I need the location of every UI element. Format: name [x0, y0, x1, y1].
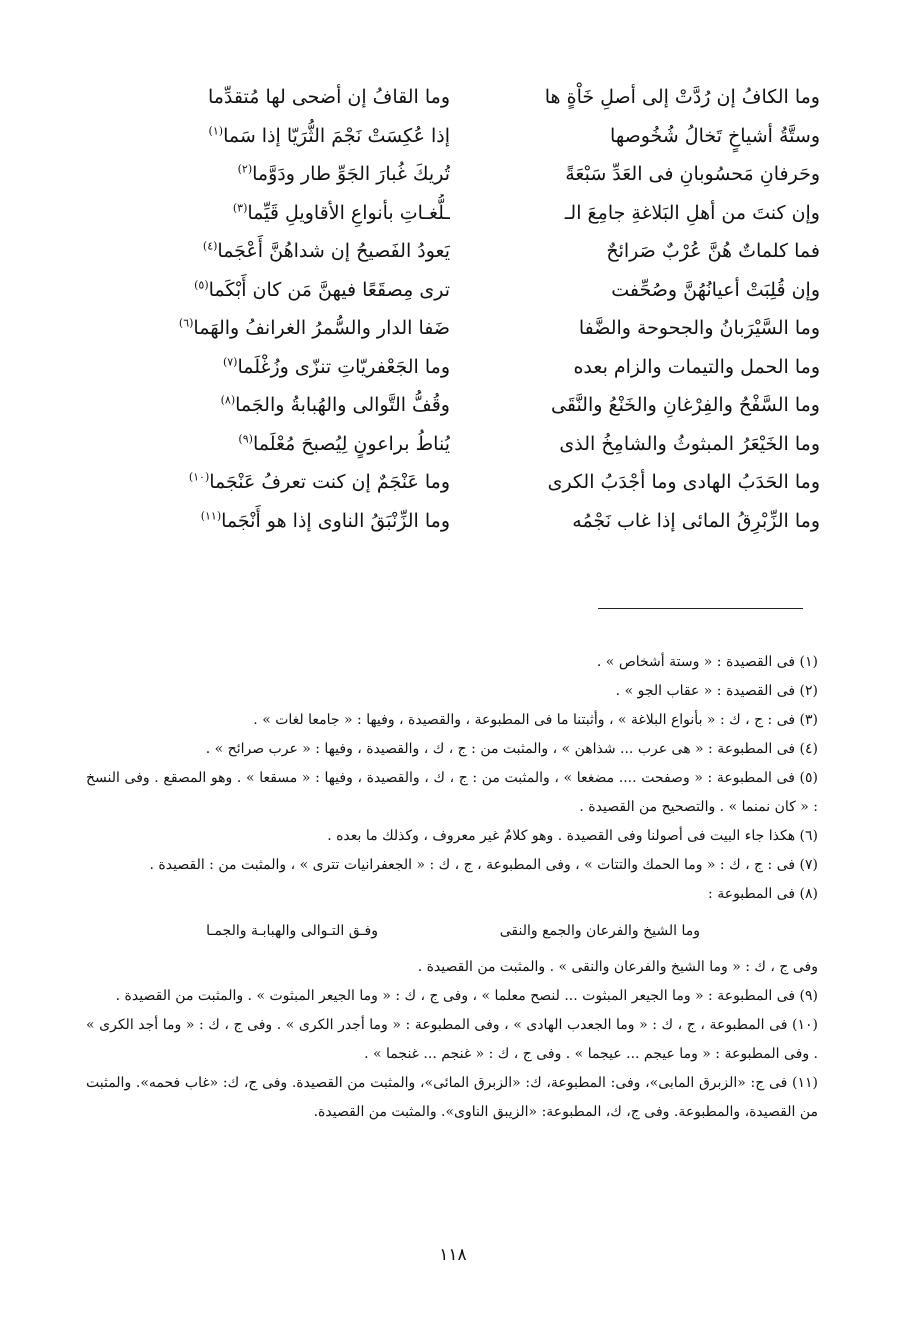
- footnote-marker: (٨): [220, 393, 236, 407]
- footnote-marker: (٩): [238, 432, 253, 446]
- verse-first-2: وستَّةُ أشياخٍ تَخالُ شُخُوصها: [610, 124, 820, 147]
- poem: [120, 78, 820, 578]
- verse-text: ضَفا الدار والسُّمرُ الغرانفُ والهَما: [193, 317, 450, 339]
- page-number: ١١٨: [439, 1245, 467, 1265]
- footnote-5: (٥) فى المطبوعة : « وصفحت .... مضغعا » ، والمثبت من : ج ، ك ، والقصيدة ، وفيها : « مسقعا » . وهو المصقع . وفى النسخ : « كان نمنما » . والتصحيح من القصيدة .: [86, 770, 818, 815]
- verse-second-1: [120, 78, 450, 117]
- footnote-marker: (١١): [200, 509, 222, 523]
- footnote-2: (٢) فى القصيدة : « عقاب الجو » .: [615, 683, 818, 699]
- verse-second-6: [120, 271, 450, 310]
- poem-first-hemistichs: [490, 78, 820, 540]
- verse-text: ـلُّغـاتِ بأنواعِ الأقاويلِ قَيِّما: [247, 201, 450, 224]
- verse-second-7: [120, 309, 450, 348]
- poem-second-hemistichs: [120, 78, 450, 540]
- footnote-marker: (٣): [232, 201, 248, 215]
- verse-first-4: وإن كنتَ من أهلِ البَلاغةِ جامِعَ الـ: [564, 201, 820, 224]
- verse-second-4: [120, 194, 450, 233]
- verse-first-5: فما كلماتٌ هُنَّ عُرْبٌ صَرائحٌ: [606, 240, 820, 262]
- verse-text: وما الزِّنْبَقُ الناوى إذا هو أَنْجَما: [221, 509, 450, 532]
- footnote-marker: (٦): [178, 316, 194, 330]
- footnote-marker: (٤): [202, 239, 218, 253]
- verse-first-8: وما الحمل والتيمات والزام بعده: [573, 355, 820, 378]
- footnote-11: (١١) فى ج: «الزبرق المابى»، وفى: المطبوعة، ك: «الزبرق المائى»، والمثبت من القصيدة. وفى ج، ك: «غاب فحمه». والمثبت من القصيدة، والمطبوعة. وفى ج، ك، المطبوعة: «الزيبق الناوى». والمثبت من القصيدة.: [86, 1075, 818, 1120]
- verse-second-5: [120, 232, 450, 271]
- footnote-4: (٤) فى المطبوعة : « هى عرب ... شذاهن » ، والمثبت من : ج ، ك ، والقصيدة ، وفيها : « عرب صرائح » .: [205, 741, 818, 757]
- verse-first-7: وما السَّيْرَبانُ والجحوحة والضَّفا: [578, 317, 820, 339]
- verse-second-12: [120, 502, 450, 541]
- footnote-8-verse-second: وفـق التـوالى والهبابـة والجمـا: [206, 923, 378, 939]
- footnote-marker: (٥): [194, 278, 209, 292]
- verse-text: إذا عُكِسَتْ نَجْمَ الثُّرَيّا إذا سَما: [223, 124, 450, 147]
- footnote-3: (٣) فى : ج ، ك : « بأنواع البلاغة » ، وأثبتنا ما فى المطبوعة ، والقصيدة ، وفيها : « جامعا لغات » .: [253, 712, 818, 728]
- verse-second-9: [120, 386, 450, 425]
- verse-second-8: [120, 348, 450, 387]
- footnote-marker: (٢): [237, 162, 253, 176]
- verse-second-2: [120, 117, 450, 156]
- verse-second-3: [120, 155, 450, 194]
- footnote-8-verse-first: وما الشيخ والفرعان والجمع والنقى: [499, 923, 700, 939]
- footnote-8-continuation: وفى ج ، ك : « وما الشيخ والفرعان والنقى » . والمثبت من القصيدة .: [417, 959, 818, 975]
- footnote-8: (٨) فى المطبوعة :: [708, 886, 818, 902]
- verse-text: تُريكَ غُبارَ الجَوِّ طار ودَوَّما: [252, 163, 450, 185]
- footnote-6: (٦) هكذا جاء البيت فى أصولنا وفى القصيدة . وهو كلامٌ غير معروف ، وكذلك ما بعده .: [327, 828, 818, 844]
- verse-first-6: وإن قُلِبَتْ أعيانُهُنَّ وصُحِّفت: [611, 278, 820, 301]
- verse-first-11: وما الحَدَبُ الهادى وما أجْدَبُ الكرى: [547, 471, 820, 493]
- footnotes: [86, 648, 818, 1127]
- footnote-1: (١) فى القصيدة : « وستة أشخاص » .: [596, 654, 818, 670]
- verse-second-11: [120, 463, 450, 502]
- footnote-7: (٧) فى : ج ، ك : « وما الحمك والتتات » ، وفى المطبوعة ، ج ، ك : « الجعفرانيات تترى » ، والمثبت من : القصيدة .: [149, 857, 818, 873]
- verse-first-1: وما الكافُ إن رُدَّتْ إلى أصلِ خَاْةٍ ها: [544, 86, 820, 108]
- footnote-marker: (١): [208, 124, 224, 138]
- verse-text: وما عَنْجَمٌ إن كنت تعرفُ عَنْجَما: [209, 471, 450, 493]
- verse-text: يُناطُ براعونٍ لِيُصبحَ مُعْلَما: [252, 432, 450, 455]
- verse-text: وما القافُ إن أضحى لها مُتقدِّما: [207, 86, 450, 108]
- footnote-8-verse: [86, 909, 818, 953]
- verse-text: يَعودُ الفَصيحُ إن شداهُنَّ أَعْجَما: [217, 240, 450, 262]
- footnote-marker: (٧): [222, 355, 238, 369]
- verse-second-10: [120, 425, 450, 464]
- verse-first-3: وحَرفانِ مَحسُوبانِ فى العَدِّ سَبْعَةً: [565, 163, 820, 185]
- verse-first-10: وما الخَيْعَرُ المبثوثُ والشامِخُ الذى: [559, 432, 820, 455]
- verse-first-12: وما الزِّبْرِقُ المائى إذا غاب نَجْمُه: [572, 509, 820, 532]
- verse-text: وما الجَعْفريّاتِ تنزّى وزُغْلَما: [237, 355, 450, 378]
- verse-text: وقُفُّ التَّوالى والهُبابةُ والجَما: [235, 394, 450, 416]
- footnote-marker: (١٠): [188, 470, 210, 484]
- verse-first-9: وما السَّفْحُ والفِرْغانِ والخَنْعُ والنَّقَى: [551, 394, 820, 416]
- footnote-separator: [598, 608, 803, 609]
- footnote-9: (٩) فى المطبوعة : « وما الجيعر المبثوت ... لنصح معلما » ، وفى ج ، ك : « وما الجيعر المبثوت » . والمثبت من القصيدة .: [115, 988, 818, 1004]
- verse-text: ترى مِصقَعًا فيهنَّ مَن كان أَبْكَما: [208, 278, 450, 301]
- footnote-10: (١٠) فى المطبوعة ، ج ، ك : « وما الجعدب الهادى » ، وفى المطبوعة : « وما أجدر الكرى » . وفى ج ، ك : « وما أجد الكرى » . وفى المطبوعة : « وما عيجم ... عيجما » . وفى ج ، ك : « غنجم ... غنجما » .: [86, 1017, 818, 1062]
